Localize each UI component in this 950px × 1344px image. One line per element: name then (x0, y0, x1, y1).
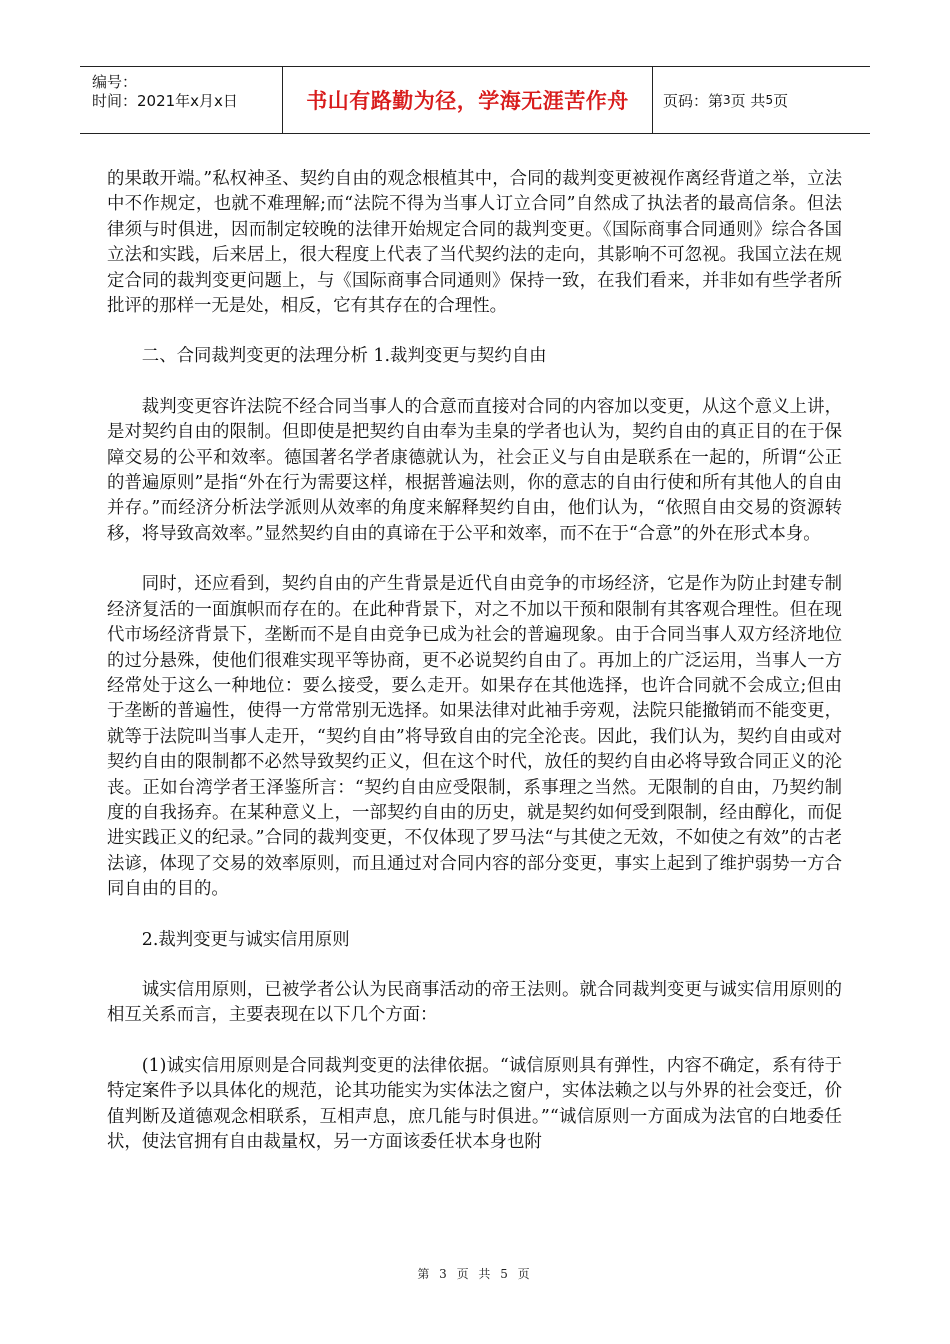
page-mid: 页 共 (730, 91, 766, 110)
paragraph: 裁判变更容许法院不经合同当事人的合意而直接对合同的内容加以变更，从这个意义上讲，是对契约自由的限制。但即使是把契约自由奉为圭臬的学者也认为，契约自由的真正目的在于保障交易的公平和效率。德国著名学者康德就认为，社会正义与自由是联系在一起的，所谓“公正的普遍原则”是指“外在行为需要这样，根据普遍法则，你的意志的自由行使和所有其他人的自由并存。”而经济分析法学派则从效率的角度来解释契约自由，他们认为，“依照自由交易的资源转移，将导致高效率。”显然契约自由的真谛在于公平和效率，而不在于“合意”的外在形式本身。 (107, 396, 842, 544)
document-date: 时间：2021年x月x日 (92, 92, 238, 110)
page-total: 5 (765, 93, 774, 107)
header-motto: 书山有路勤为径，学海无涯苦作舟 (283, 67, 653, 133)
section-heading: 二、合同裁判变更的法理分析 1.裁判变更与契约自由 (141, 346, 547, 367)
page-suffix: 页 (773, 91, 789, 110)
subsection-heading: 2.裁判变更与诚实信用原则 (141, 929, 350, 950)
paragraph: 诚实信用原则，已被学者公认为民商事活动的帝王法则。就合同裁判变更与诚实信用原则的相互关系而言，主要表现在以下几个方面： (107, 979, 842, 1026)
page-header (80, 66, 870, 134)
document-number-label: 编号： (92, 73, 138, 91)
header-page-indicator (653, 67, 870, 133)
page-footer: 第 3 页 共 5 页 (417, 1267, 533, 1281)
page-prefix: 页码：第 (663, 91, 724, 110)
page-current: 3 (723, 93, 731, 107)
paragraph-continuation: 的果敢开端。”私权神圣、契约自由的观念根植其中，合同的裁判变更被视作离经背道之举，立法中不作规定，也就不难理解;而“法院不得为当事人订立合同”自然成了执法者的最高信条。但法律须与时俱进，因而制定较晚的法律开始规定合同的裁判变更。《国际商事合同通则》综合各国立法和实践，后来居上，很大程度上代表了当代契约法的走向，其影响不可忽视。我国立法在规定合同的裁判变更问题上，与《国际商事合同通则》保持一致，在我们看来，并非如有些学者所批评的那样一无是处，相反，它有其存在的合理性。 (107, 169, 842, 317)
document-body (107, 167, 842, 1180)
header-meta (80, 67, 283, 133)
paragraph: (1)诚实信用原则是合同裁判变更的法律依据。“诚信原则具有弹性，内容不确定，系有待于特定案件予以具体化的规范，论其功能实为实体法之窗户，实体法赖之以与外界的社会变迁，价值判断及道德观念相联系，互相声息，庶几能与时俱进。”“诚信原则一方面成为法官的白地委任状，使法官拥有自由裁量权，另一方面该委任状本身也附 (107, 1055, 842, 1152)
paragraph: 同时，还应看到，契约自由的产生背景是近代自由竞争的市场经济，它是作为防止封建专制经济复活的一面旗帜而存在的。在此种背景下，对之不加以干预和限制有其客观合理性。但在现代市场经济背景下，垄断而不是自由竞争已成为社会的普遍现象。由于合同当事人双方经济地位的过分悬殊，使他们很难实现平等协商，更不必说契约自由了。再加上的广泛运用，当事人一方经常处于这么一种地位：要么接受，要么走开。如果存在其他选择，也许合同就不会成立;但由于垄断的普遍性，使得一方常常别无选择。如果法律对此袖手旁观，法院只能撤销而不能变更，就等于法院叫当事人走开，“契约自由”将导致自由的完全沦丧。因此，我们认为，契约自由或对契约自由的限制都不必然导致契约正义，但在这个时代，放任的契约自由必将导致合同正义的沦丧。正如台湾学者王泽鉴所言：“契约自由应受限制，系事理之当然。无限制的自由，乃契约制度的自我扬弃。在某种意义上，一部契约自由的历史，就是契约如何受到限制，经由醇化，而促进实践正义的纪录。”合同的裁判变更，不仅体现了罗马法“与其使之无效，不如使之有效”的古老法谚，体现了交易的效率原则，而且通过对合同内容的部分变更，事实上起到了维护弱势一方合同自由的目的。 (107, 574, 842, 900)
